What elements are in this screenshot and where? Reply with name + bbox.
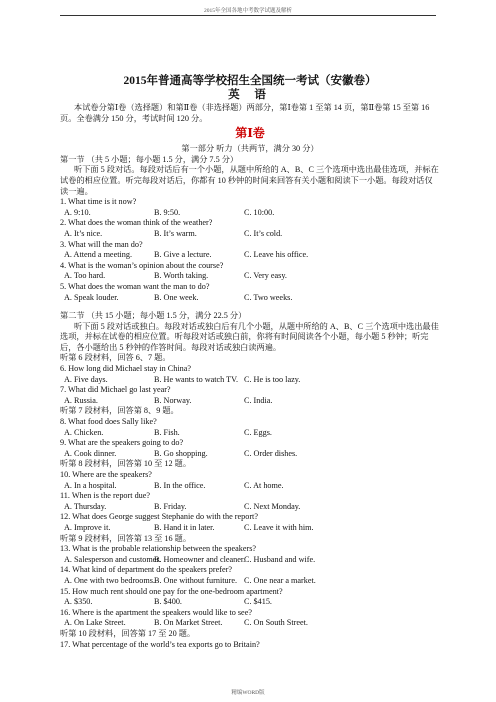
answer-option: C. India. (244, 395, 273, 405)
answer-options (60, 576, 440, 587)
section1-instructions: 听下面 5 段对话。每段对话后有一个小题，从题中所给的 A、B、C 三个选项中选出最佳选项，并标在试卷的相应位置。听完每段对话后，你都有 10 秒钟的时间来回答有关小题和阅读下一小题。每段对话仅读一遍。 (60, 165, 439, 196)
answer-option: B. 9:50. (154, 207, 181, 217)
answer-option: B. In the office. (154, 480, 206, 490)
answer-options (60, 449, 440, 460)
answer-options (60, 555, 440, 566)
answer-option: B. It’s warm. (154, 228, 197, 238)
question-text: 12. What does George suggest Stephanie do with the report? (60, 512, 258, 522)
answer-options (60, 618, 440, 629)
section2-heading: 第二节 （共 15 小题；每小题 1.5 分，满分 22.5 分） (60, 311, 247, 321)
exam-intro: 本试卷分第Ⅰ卷（选择题）和第Ⅱ卷（非选择题）两部分，第Ⅰ卷第 1 至第 14 页，第Ⅱ卷第 15 至第 16 页。全卷满分 150 分，考试时间 120 分。 (60, 103, 430, 123)
group-intro: 听第 9 段材料，回答第 13 至 16 题。 (60, 533, 192, 543)
question-text: 11. When is the report due? (60, 491, 151, 501)
exam-subject: 英 语 (228, 89, 272, 101)
answer-options (60, 597, 440, 608)
answer-option: B. Give a lecture. (154, 250, 212, 260)
answer-option: A. Cook dinner. (64, 448, 117, 458)
answer-option: B. Friday. (154, 501, 187, 511)
answer-options (60, 293, 440, 304)
answer-option: C. On South Street. (244, 618, 308, 628)
answer-options (60, 229, 440, 240)
answer-option: A. Five days. (64, 374, 108, 384)
answer-option: A. Improve it. (64, 522, 111, 532)
answer-option: B. He wants to watch TV. (154, 374, 239, 384)
exam-title: 2015年普通高等学校招生全国统一考试（安徽卷） (123, 75, 377, 87)
header-divider (60, 15, 436, 16)
answer-options (60, 396, 440, 407)
group-intro: 听第 7 段材料，回答第 8、9 题。 (60, 406, 179, 416)
answer-option: C. Husband and wife. (244, 554, 316, 564)
question-text: 7. What did Michael go last year? (60, 385, 171, 395)
page-footer: 精编WORD版 (231, 690, 265, 696)
part-title: 第一部分 听力（共两节，满分 30 分） (181, 144, 319, 154)
question-text: 6. How long did Michael stay in China? (60, 364, 191, 374)
answer-options (60, 428, 440, 439)
answer-option: A. It’s nice. (64, 228, 103, 238)
question-text: 5. What does the woman want the man to do? (60, 281, 210, 291)
answer-option: A. On Lake Street. (64, 618, 126, 628)
answer-option: C. $415. (244, 597, 272, 607)
answer-option: C. At home. (244, 480, 284, 490)
answer-option: C. Next Monday. (244, 501, 301, 511)
question-text: 17. What percentage of the world’s tea exports go to Britain? (60, 639, 260, 649)
answer-option: A. $350. (64, 597, 93, 607)
section-gap (60, 303, 440, 311)
answer-option: C. He is too lazy. (244, 374, 301, 384)
answer-option: B. Norway. (154, 395, 192, 405)
answer-option: A. Speak louder. (64, 292, 119, 302)
group-intro: 听第 10 段材料，回答第 17 至 20 题。 (60, 628, 196, 638)
answer-option: C. Eggs. (244, 427, 272, 437)
answer-option: B. One week. (154, 292, 199, 302)
answer-option: C. Very easy. (244, 271, 287, 281)
answer-option: B. Go shopping. (154, 448, 208, 458)
question-text: 1. What time is it now? (60, 197, 137, 207)
answer-options (60, 502, 440, 513)
answer-option: B. Hand it in later. (154, 522, 215, 532)
answer-option: A. Salesperson and customer. (64, 554, 161, 564)
answer-options (60, 250, 440, 261)
answer-options (60, 208, 440, 219)
volume-heading: 第Ⅰ卷 (235, 126, 265, 141)
question-text: 4. What is the woman’s opinion about the course? (60, 260, 224, 270)
answer-option: C. Leave it with him. (244, 522, 314, 532)
question-text: 13. What is the probable relationship between the speakers? (60, 544, 257, 554)
answer-option: B. One without furniture. (154, 575, 237, 585)
question-text: 9. What are the speakers going to do? (60, 438, 184, 448)
answer-option: B. Fish. (154, 427, 180, 437)
answer-option: A. In a hospital. (64, 480, 117, 490)
answer-option: A. 9:10. (64, 207, 91, 217)
answer-option: C. Order dishes. (244, 448, 298, 458)
answer-options (60, 523, 440, 534)
answer-options (60, 375, 440, 386)
group-intro: 听第 8 段材料，回答第 10 至 12 题。 (60, 459, 192, 469)
section1-heading: 第一节 （共 5 小题；每小题 1.5 分，满分 7.5 分） (60, 154, 239, 164)
exam-content (60, 74, 440, 650)
answer-option: A. Attend a meeting. (64, 250, 132, 260)
answer-options (60, 271, 440, 282)
question-text: 16. Where is the apartment the speakers would like to see? (60, 607, 252, 617)
answer-option: B. $400. (154, 597, 182, 607)
section2-groups (60, 353, 440, 650)
answer-option: C. It’s cold. (244, 228, 283, 238)
question-text: 3. What will the man do? (60, 239, 143, 249)
answer-option: C. Leave his office. (244, 250, 309, 260)
answer-option: B. On Market Street. (154, 618, 223, 628)
question-text: 2. What does the woman think of the weather? (60, 218, 213, 228)
answer-option: B. Homeowner and cleaner. (154, 554, 246, 564)
question-text: 14. What kind of department do the speakers prefer? (60, 565, 232, 575)
section1-questions (60, 197, 440, 303)
answer-option: A. Too hard. (64, 271, 106, 281)
answer-option: B. Worth taking. (154, 271, 209, 281)
section2-instructions: 听下面 5 段对话或独白。每段对话或独白后有几个小题，从题中所给的 A、B、C 三个选项中选出最佳选项，并标在试卷的相应位置。听每段对话或独白前，你将有时间阅读各个小题，每小题 5 秒钟；听完后，各小题给出 5 秒钟的作答时间。每段对话或独白读两遍。 (60, 321, 439, 352)
answer-option: A. Russia. (64, 395, 98, 405)
question-text: 10. Where are the speakers? (60, 470, 152, 479)
answer-option: C. Two weeks. (244, 292, 293, 302)
answer-option: A. Thursday. (64, 501, 107, 511)
answer-option: C. 10:00. (244, 207, 275, 217)
answer-option: C. One near a market. (244, 575, 316, 585)
page-header: 2015年全国各地中考数学试题及解析 (203, 8, 292, 14)
group-intro: 听第 6 段材料，回答 6、7 题。 (60, 353, 171, 363)
answer-option: A. One with two bedrooms. (64, 575, 155, 585)
question-text: 15. How much rent should one pay for the one-bedroom apartment? (60, 586, 283, 596)
answer-options (60, 481, 440, 492)
question-text: 8. What food does Sally like? (60, 417, 157, 427)
answer-option: A. Chicken. (64, 427, 104, 437)
